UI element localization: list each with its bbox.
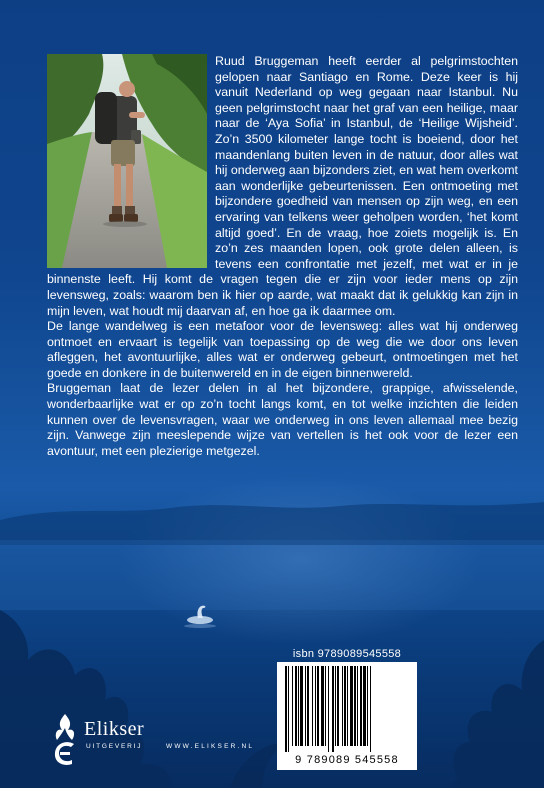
barcode-bar: [312, 666, 313, 746]
publisher-logo: [48, 712, 278, 772]
barcode-bar: [363, 666, 366, 746]
barcode-bar: [325, 666, 326, 746]
barcode-bar: [300, 666, 303, 746]
barcode-bar: [328, 666, 329, 752]
barcode-bar: [337, 666, 339, 746]
barcode-digits: 9 789089 545558: [295, 754, 399, 766]
barcode-bar: [342, 666, 343, 746]
publisher-name: Elikser: [84, 718, 145, 740]
barcode-bar: [315, 666, 316, 746]
barcode-bar: [344, 666, 346, 746]
barcode-bar: [347, 666, 348, 746]
barcode: [277, 662, 417, 770]
publisher-subtitle: UITGEVERIJ: [86, 743, 143, 750]
barcode-bar: [298, 666, 299, 746]
barcode-bar: [321, 666, 324, 746]
isbn-label: isbn 9789089545558: [292, 648, 402, 660]
barcode-bar: [292, 666, 293, 746]
barcode-bar: [370, 666, 371, 752]
far-shoreline: [0, 502, 544, 545]
barcode-bar: [354, 666, 356, 746]
barcode-bars: [283, 666, 411, 754]
barcode-bar: [317, 666, 319, 746]
photo-text-wrap-spacer: [47, 54, 207, 268]
blurb-paragraph-2: De lange wandelweg is een metafoor voor de levensweg: alles wat hij onderweg ontmoet en ervaart is tegelijk van toepassing op de weg die we door ons leven afleggen, het avontuurlijke, alles wat er onderweg gebeurt, ontmoetingen met het goede en donkere in de buitenwereld en in de eigen binnenwereld.: [47, 319, 518, 380]
foreground-foliage-right: [450, 640, 544, 788]
blurb-text: [47, 54, 518, 459]
barcode-bar: [357, 666, 358, 746]
barcode-bar: [285, 666, 287, 752]
barcode-bar: [335, 666, 336, 746]
barcode-bar: [367, 666, 368, 746]
barcode-bar: [350, 666, 353, 746]
blurb-paragraph-3: Bruggeman laat de lezer delen in al het bijzondere, grappige, afwisselende, wonderbaarlijke wat er op zo’n tocht langs komt, en tot welke inzichten die leiden kunnen over de levensvragen, waar we onderweg in ons leven allemaal mee bezig zijn. Vanwege zijn meeslepende wijze van vertellen is het ook voor de lezer een avontuur, met een plezierige metgezel.: [47, 381, 518, 458]
barcode-bar: [288, 666, 289, 752]
barcode-bar: [307, 666, 309, 746]
barcode-bar: [295, 666, 297, 746]
publisher-website: WWW.ELIKSER.NL: [166, 743, 255, 750]
lake-surface: [0, 540, 544, 610]
barcode-bar: [305, 666, 306, 746]
barcode-bar: [332, 666, 334, 752]
blurb-paragraph-1: Ruud Bruggeman heeft eerder al pelgrimstochten gelopen naar Santiago en Rome. Deze keer is hij vanuit Nederland op weg gegaan naar Istanbul. Nu geen pelgrimstocht naar het graf van een heilige, maar naar de ‘Aya Sofia’ in Istanbul, de ‘Heilige Wijsheid’. Zo’n 3500 kilometer lange tocht is boeiend, door het maandenlang buiten leven in de natuur, door alles wat hij onderweg aan bijzonders ziet, en wat hem overkomt aan wonderlijke gebeurtenissen. Een ontmoeting met bijzondere goedheid van mensen op zijn weg, en een ervaring van telkens weer geholpen worden, ‘het komt altijd goed’. En de vraag, hoe zoiets mogelijk is. En zo’n zes maanden lopen, ook grote delen alleen, is tevens een confrontatie met jezelf, met wat er in je binnenste leeft. Hij komt de vragen tegen die er zijn voor ieder mens op zijn levensweg, zoals: waarom ben ik hier op aarde, wat maakt dat ik gelukkig kan zijn in mijn leven, wat houdt mij daarvan af, en hoe ga ik daarmee om.: [47, 54, 518, 318]
barcode-bar: [360, 666, 362, 746]
elikser-flame-e-icon: [48, 712, 82, 768]
